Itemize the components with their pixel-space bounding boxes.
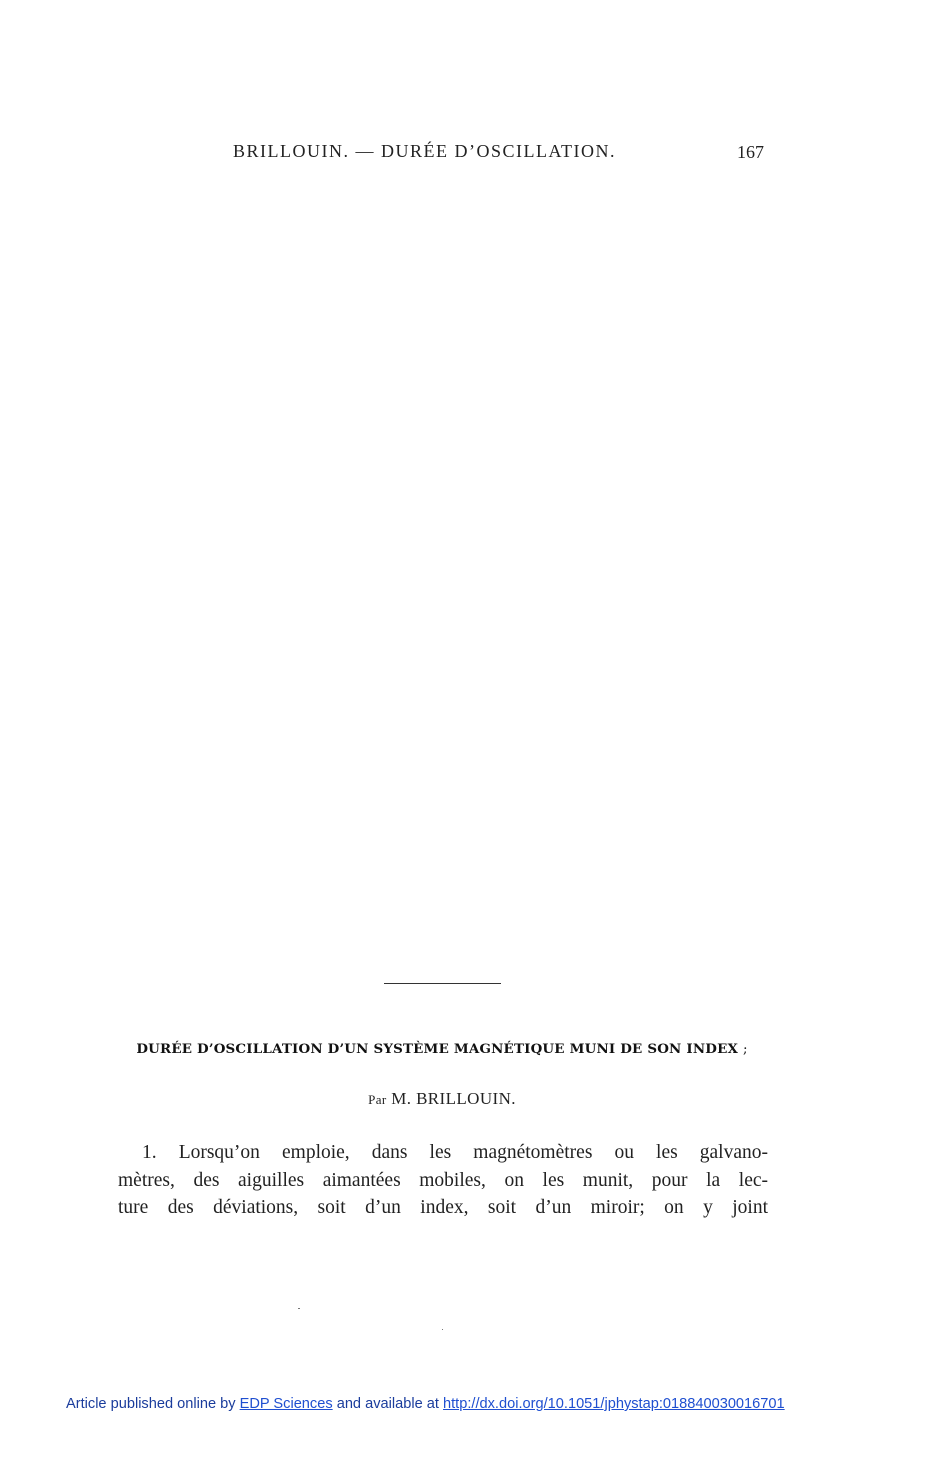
running-head: BRILLOUIN. — DURÉE D’OSCILLATION. xyxy=(233,141,616,161)
footer-notice xyxy=(66,1396,785,1412)
byline-author: M. BRILLOUIN. xyxy=(391,1089,516,1108)
footer-prefix: Article published online by xyxy=(66,1396,236,1412)
article-title xyxy=(0,1041,884,1057)
body-paragraph xyxy=(118,1139,768,1222)
page-number: 167 xyxy=(737,142,764,162)
article-title-punct: ; xyxy=(742,1042,748,1057)
body-line: 1. Lorsqu’on emploie, dans les magnétomètres ou les galvano- xyxy=(142,1142,768,1163)
scan-speck xyxy=(298,1308,300,1309)
byline xyxy=(0,1089,884,1109)
footer-middle: and available at xyxy=(336,1396,439,1412)
scan-speck xyxy=(442,1329,443,1330)
publisher-link[interactable]: EDP Sciences xyxy=(239,1396,333,1412)
body-line: mètres, des aiguilles aimantées mobiles, on les munit, pour la lec- xyxy=(118,1169,768,1191)
doi-link[interactable]: http://dx.doi.org/10.1051/jphystap:018840030016701 xyxy=(443,1396,785,1412)
byline-prefix: Par xyxy=(368,1092,387,1107)
body-line: ture des déviations, soit d’un index, soit d’un miroir; on y joint xyxy=(118,1197,768,1218)
article-title-text: DURÉE D’OSCILLATION D’UN SYSTÈME MAGNÉTIQUE MUNI DE SON INDEX xyxy=(136,1041,739,1057)
separator-rule xyxy=(384,983,501,984)
